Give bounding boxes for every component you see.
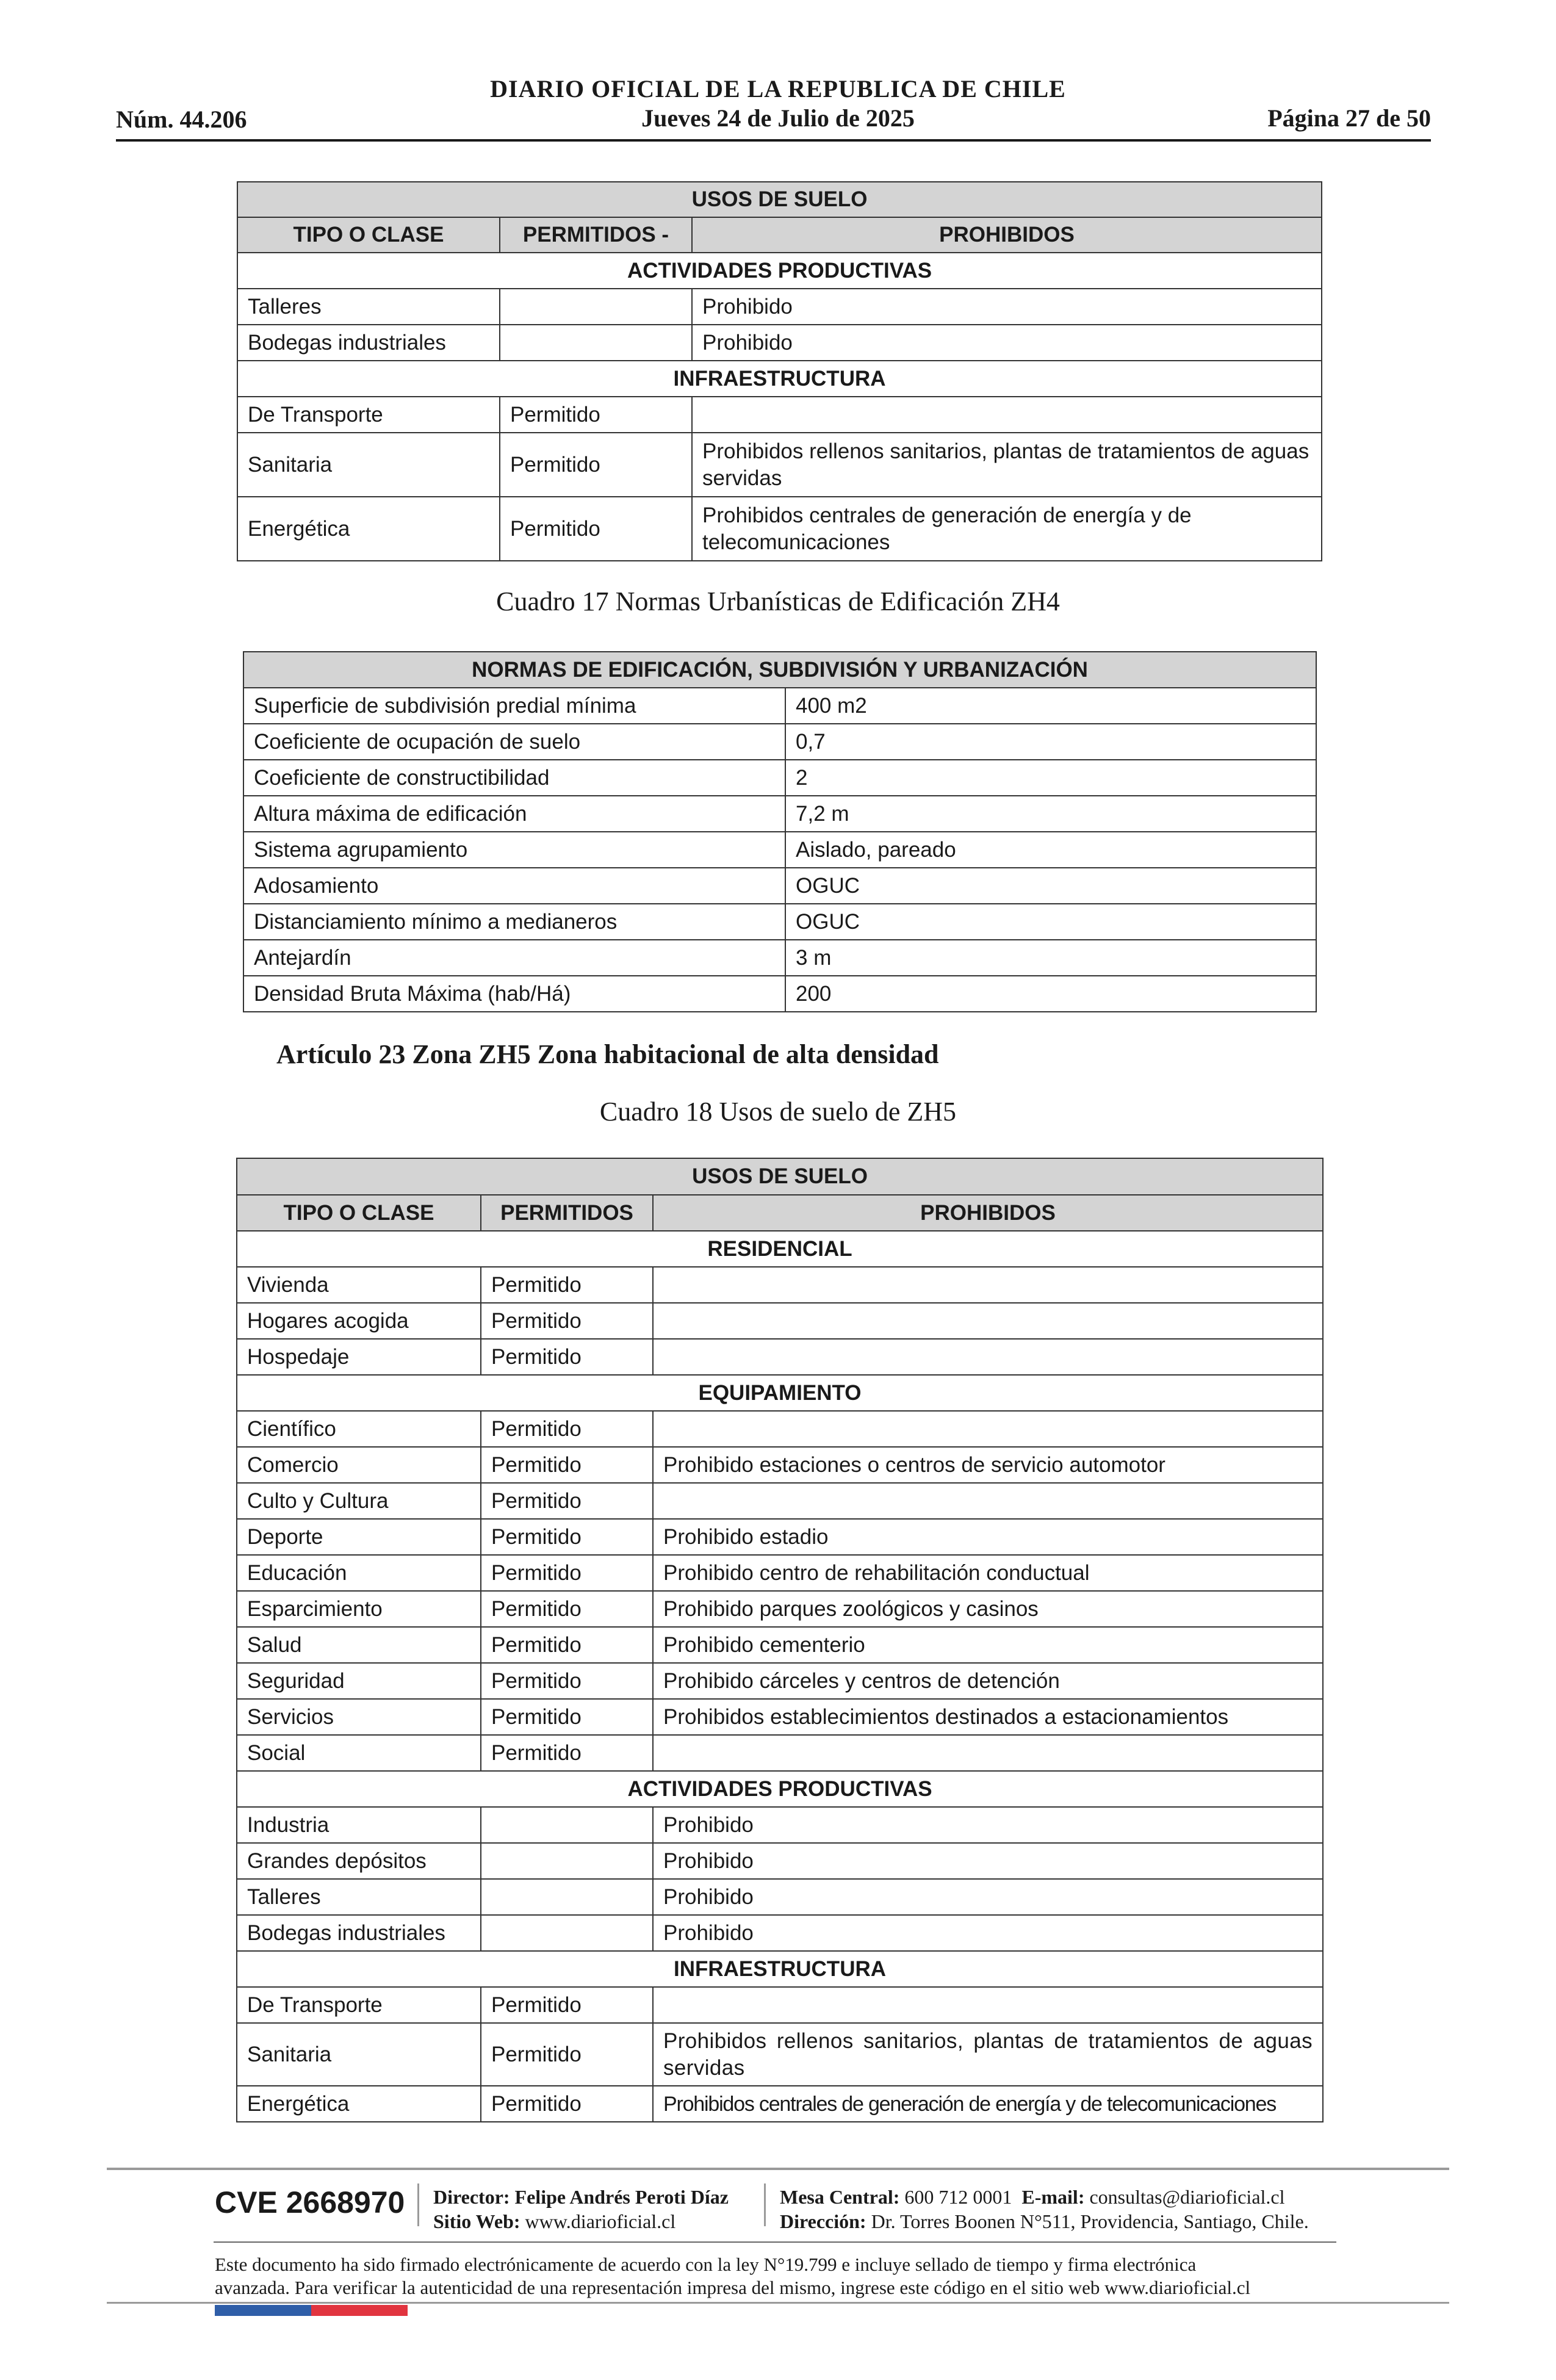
table-row	[237, 1555, 1323, 1591]
table-row	[243, 868, 1316, 904]
cell-tipo: Talleres	[237, 289, 500, 325]
email-label: E-mail:	[1021, 2186, 1085, 2208]
table-row	[237, 1447, 1323, 1483]
issue-number: Núm. 44.206	[116, 106, 247, 133]
cell-tipo: Hogares acogida	[237, 1303, 481, 1339]
cell-permitidos	[500, 289, 692, 325]
cell-prohibidos	[653, 1339, 1323, 1375]
table-row	[237, 397, 1322, 433]
section-header: ACTIVIDADES PRODUCTIVAS	[237, 253, 1322, 289]
cell-valor: Aislado, pareado	[785, 832, 1316, 868]
footer-divider	[764, 2183, 766, 2226]
cell-permitidos: Permitido	[500, 397, 692, 433]
cell-valor: 0,7	[785, 724, 1316, 760]
table-row	[243, 688, 1316, 724]
cell-permitidos	[500, 325, 692, 361]
cell-prohibidos: Prohibidos establecimientos destinados a estacionamientos	[653, 1699, 1323, 1735]
legal-notice	[215, 2253, 1338, 2299]
website-line	[433, 2209, 675, 2234]
cell-norma: Densidad Bruta Máxima (hab/Há)	[243, 976, 785, 1012]
cell-tipo: Energética	[237, 497, 500, 561]
cell-prohibidos	[653, 1735, 1323, 1771]
flag-stripe-red	[311, 2305, 408, 2316]
cell-norma: Adosamiento	[243, 868, 785, 904]
cell-prohibidos: Prohibido	[653, 1915, 1323, 1951]
section-header: INFRAESTRUCTURA	[237, 361, 1322, 397]
table-row	[237, 1879, 1323, 1915]
table-row	[237, 1987, 1323, 2023]
cell-permitidos: Permitido	[481, 1447, 653, 1483]
table-row	[237, 2086, 1323, 2122]
article-heading: Artículo 23 Zona ZH5 Zona habitacional de alta densidad	[276, 1039, 939, 1069]
address-label: Dirección:	[780, 2210, 866, 2232]
table-row	[237, 1411, 1323, 1447]
cell-permitidos	[481, 1843, 653, 1879]
building-norms-table-zh4	[243, 651, 1317, 1012]
cell-prohibidos: Prohibido	[653, 1807, 1323, 1843]
cell-prohibidos: Prohibido cárceles y centros de detención	[653, 1663, 1323, 1699]
table-row	[243, 760, 1316, 796]
cell-prohibidos: Prohibido	[653, 1843, 1323, 1879]
land-use-table-zh4-continued	[237, 181, 1322, 561]
cell-permitidos: Permitido	[481, 1663, 653, 1699]
column-header-tipo: TIPO O CLASE	[237, 1195, 481, 1231]
cell-tipo: Científico	[237, 1411, 481, 1447]
cell-norma: Distanciamiento mínimo a medianeros	[243, 904, 785, 940]
cell-prohibidos: Prohibido	[692, 325, 1322, 361]
cell-permitidos: Permitido	[481, 1519, 653, 1555]
table-row	[237, 1807, 1323, 1843]
cell-permitidos: Permitido	[500, 433, 692, 497]
cell-valor: 200	[785, 976, 1316, 1012]
cell-prohibidos: Prohibidos rellenos sanitarios, plantas de tratamientos de aguas servidas	[653, 2023, 1323, 2086]
footer-rule-middle	[214, 2241, 1336, 2243]
cell-tipo: Seguridad	[237, 1663, 481, 1699]
cell-prohibidos: Prohibidos centrales de generación de energía y de telecomunicaciones	[692, 497, 1322, 561]
section-header: ACTIVIDADES PRODUCTIVAS	[237, 1771, 1323, 1807]
cell-tipo: De Transporte	[237, 397, 500, 433]
footer-divider	[417, 2183, 419, 2226]
cell-prohibidos: Prohibido estaciones o centros de servicio automotor	[653, 1447, 1323, 1483]
table-row	[237, 1915, 1323, 1951]
cell-tipo: Comercio	[237, 1447, 481, 1483]
cell-permitidos	[481, 1915, 653, 1951]
land-use-table-zh5	[236, 1158, 1324, 2122]
cell-norma: Altura máxima de edificación	[243, 796, 785, 832]
cell-permitidos: Permitido	[481, 1411, 653, 1447]
mesa-label: Mesa Central:	[780, 2186, 900, 2208]
table-row	[237, 325, 1322, 361]
cell-tipo: Social	[237, 1735, 481, 1771]
website-label: Sitio Web:	[433, 2210, 520, 2232]
cell-permitidos: Permitido	[481, 2023, 653, 2086]
table-row	[237, 1735, 1323, 1771]
cell-prohibidos	[692, 397, 1322, 433]
flag-stripe-blue	[215, 2305, 311, 2316]
table-title: USOS DE SUELO	[237, 1158, 1323, 1195]
newspaper-title: DIARIO OFICIAL DE LA REPUBLICA DE CHILE	[490, 75, 1066, 103]
cell-prohibidos	[653, 1483, 1323, 1519]
cell-tipo: Hospedaje	[237, 1339, 481, 1375]
cell-tipo: Sanitaria	[237, 2023, 481, 2086]
cell-tipo: Culto y Cultura	[237, 1483, 481, 1519]
page-number: Página 27 de 50	[1267, 104, 1431, 132]
footer-rule-top	[107, 2168, 1449, 2170]
cell-prohibidos	[653, 1267, 1323, 1303]
cell-norma: Coeficiente de constructibilidad	[243, 760, 785, 796]
table-row	[243, 832, 1316, 868]
cell-permitidos: Permitido	[481, 1267, 653, 1303]
table-row	[243, 976, 1316, 1012]
cell-prohibidos	[653, 1303, 1323, 1339]
column-header-prohibidos: PROHIBIDOS	[692, 217, 1322, 253]
table-row	[237, 1627, 1323, 1663]
table-row	[243, 724, 1316, 760]
cell-prohibidos: Prohibido parques zoológicos y casinos	[653, 1591, 1323, 1627]
caption-cuadro-18: Cuadro 18 Usos de suelo de ZH5	[599, 1097, 957, 1127]
table-row	[237, 2023, 1323, 2086]
address-value: Dr. Torres Boonen N°511, Providencia, Santiago, Chile.	[871, 2210, 1309, 2232]
cell-prohibidos	[653, 1411, 1323, 1447]
cell-permitidos: Permitido	[481, 1303, 653, 1339]
cve-code: CVE 2668970	[215, 2185, 405, 2220]
table-row	[237, 289, 1322, 325]
cell-tipo: Bodegas industriales	[237, 1915, 481, 1951]
director-label: Director:	[433, 2186, 510, 2208]
cell-permitidos: Permitido	[481, 1483, 653, 1519]
cell-tipo: Servicios	[237, 1699, 481, 1735]
cell-valor: OGUC	[785, 868, 1316, 904]
section-header: INFRAESTRUCTURA	[237, 1951, 1323, 1987]
legal-line: avanzada. Para verificar la autenticidad de una representación impresa del mismo, ingrese este código en el sitio web www.diarioficial.cl	[215, 2277, 1251, 2298]
cell-prohibidos: Prohibido cementerio	[653, 1627, 1323, 1663]
cell-tipo: Deporte	[237, 1519, 481, 1555]
cell-tipo: Talleres	[237, 1879, 481, 1915]
table-row	[237, 1339, 1323, 1375]
cell-prohibidos: Prohibidos rellenos sanitarios, plantas de tratamientos de aguas servidas	[692, 433, 1322, 497]
cell-tipo: Industria	[237, 1807, 481, 1843]
cell-valor: 3 m	[785, 940, 1316, 976]
cell-tipo: Vivienda	[237, 1267, 481, 1303]
cell-valor: OGUC	[785, 904, 1316, 940]
cell-tipo: Sanitaria	[237, 433, 500, 497]
cell-prohibidos: Prohibido centro de rehabilitación conductual	[653, 1555, 1323, 1591]
cell-norma: Sistema agrupamiento	[243, 832, 785, 868]
cell-norma: Superficie de subdivisión predial mínima	[243, 688, 785, 724]
column-header-prohibidos: PROHIBIDOS	[653, 1195, 1323, 1231]
cell-norma: Antejardín	[243, 940, 785, 976]
column-header-permitidos: PERMITIDOS -	[500, 217, 692, 253]
cell-permitidos: Permitido	[500, 497, 692, 561]
legal-line: Este documento ha sido firmado electrónicamente de acuerdo con la ley N°19.799 e incluye sellado de tiempo y firma electrónica	[215, 2254, 1197, 2275]
cell-tipo: Salud	[237, 1627, 481, 1663]
cell-permitidos: Permitido	[481, 1699, 653, 1735]
address-line	[780, 2209, 1309, 2234]
cell-valor: 2	[785, 760, 1316, 796]
table-row	[237, 1591, 1323, 1627]
cell-permitidos: Permitido	[481, 1627, 653, 1663]
director-line	[433, 2185, 729, 2209]
cell-permitidos: Permitido	[481, 1339, 653, 1375]
email-link[interactable]: consultas@diarioficial.cl	[1089, 2186, 1285, 2208]
table-row	[237, 1519, 1323, 1555]
table-row	[237, 1483, 1323, 1519]
table-row	[237, 497, 1322, 561]
column-header-permitidos: PERMITIDOS	[481, 1195, 653, 1231]
section-header: RESIDENCIAL	[237, 1231, 1323, 1267]
table-row	[237, 1699, 1323, 1735]
footer-rule-bottom	[107, 2302, 1449, 2304]
contact-line	[780, 2185, 1285, 2209]
director-value: Felipe Andrés Peroti Díaz	[514, 2186, 729, 2208]
table-row	[237, 1267, 1323, 1303]
header-rule	[116, 139, 1431, 142]
caption-cuadro-17: Cuadro 17 Normas Urbanísticas de Edificación ZH4	[496, 586, 1060, 616]
cell-permitidos: Permitido	[481, 1591, 653, 1627]
cell-permitidos: Permitido	[481, 1735, 653, 1771]
cell-tipo: Esparcimiento	[237, 1591, 481, 1627]
cell-prohibidos: Prohibidos centrales de generación de energía y de telecomunicaciones	[653, 2086, 1323, 2122]
cell-tipo: De Transporte	[237, 1987, 481, 2023]
table-title: NORMAS DE EDIFICACIÓN, SUBDIVISIÓN Y URBANIZACIÓN	[243, 652, 1316, 688]
table-row	[237, 1843, 1323, 1879]
cell-permitidos: Permitido	[481, 1555, 653, 1591]
issue-date: Jueves 24 de Julio de 2025	[641, 104, 915, 132]
cell-prohibidos: Prohibido	[692, 289, 1322, 325]
table-row	[237, 433, 1322, 497]
cell-tipo: Educación	[237, 1555, 481, 1591]
website-link[interactable]: www.diarioficial.cl	[525, 2210, 676, 2232]
table-row	[237, 1663, 1323, 1699]
mesa-value: 600 712 0001	[904, 2186, 1012, 2208]
cell-norma: Coeficiente de ocupación de suelo	[243, 724, 785, 760]
table-title: USOS DE SUELO	[237, 182, 1322, 217]
cell-permitidos: Permitido	[481, 2086, 653, 2122]
cell-permitidos	[481, 1879, 653, 1915]
cell-prohibidos: Prohibido	[653, 1879, 1323, 1915]
table-row	[243, 796, 1316, 832]
cell-prohibidos	[653, 1987, 1323, 2023]
cell-permitidos: Permitido	[481, 1987, 653, 2023]
column-header-tipo: TIPO O CLASE	[237, 217, 500, 253]
section-header: EQUIPAMIENTO	[237, 1375, 1323, 1411]
cell-valor: 400 m2	[785, 688, 1316, 724]
cell-tipo: Bodegas industriales	[237, 325, 500, 361]
table-row	[237, 1303, 1323, 1339]
cell-tipo: Energética	[237, 2086, 481, 2122]
cell-prohibidos: Prohibido estadio	[653, 1519, 1323, 1555]
table-row	[243, 904, 1316, 940]
cell-valor: 7,2 m	[785, 796, 1316, 832]
table-row	[243, 940, 1316, 976]
cell-tipo: Grandes depósitos	[237, 1843, 481, 1879]
cell-permitidos	[481, 1807, 653, 1843]
